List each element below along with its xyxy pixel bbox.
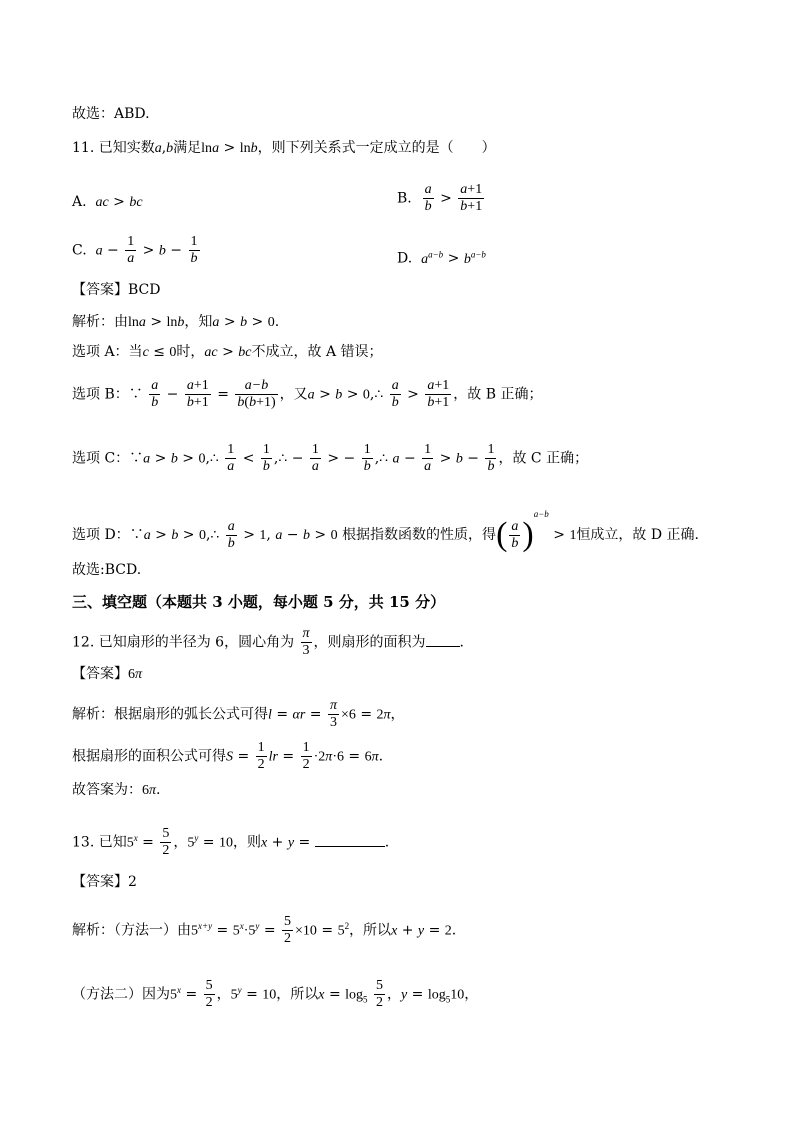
q12-prefix: 12. 已知扇形的半径为 6，圆心角为 (72, 634, 295, 651)
choose-11-text: 故选:BCD. (72, 562, 142, 578)
q13-prefix: 13. 已知 (72, 834, 127, 851)
option-d: D. $a^{a-b} > b^{a-b}$ (397, 249, 486, 267)
option-d-label: D. (397, 250, 413, 267)
analysis-a-suffix: 不成立，故 A 错误； (251, 344, 383, 360)
analysis-13a-prefix: 解析：（方法一）由 (72, 922, 191, 939)
analysis-option-c: 选项 C：∵a > b > 0,∴ $\frac{1}{a}$ < $\frac{1}{b}$ ,∴ − $\frac{1}{a}$ > − $\frac{1}{b}$ ,∴ a − $\frac{1}{a}$ > b − $\frac{1}{b}$ ，故 C 正确； (72, 442, 589, 474)
analysis-13-b: （方法二）因为$5^x$ = $\frac{5}{2}$ ，$5^y = 10$，所以$x = \log_5$ $\frac{5}{2}$ ，$y = \log_510$， (72, 978, 479, 1010)
analysis-b-suffix: ，故 B 正确； (453, 386, 543, 403)
analysis-13a-mid: ，所以 (349, 922, 392, 939)
analysis-a-prefix: 选项 A：当 (72, 344, 143, 360)
answer-11-text: 【答案】BCD (72, 282, 161, 298)
analysis-13b-prefix: （方法二）因为 (72, 986, 170, 1003)
final-12-prefix: 故答案为： (72, 782, 142, 798)
q11-prefix: 11. 已知实数 (72, 140, 155, 156)
analysis-11-mid: ，知 (184, 314, 213, 330)
answer-12: 【答案】6π (72, 666, 143, 682)
previous-answer-line (72, 104, 150, 124)
analysis-12b-prefix: 根据扇形的面积公式可得 (72, 748, 226, 765)
option-a-label: A. (72, 194, 87, 210)
analysis-option-b: 选项 B：∵ $\frac{a}{b}$ − $\frac{a+1}{b+1}$ = $\frac{a-b}{b(b+1)}$ ，又a > b > 0,∴ $\frac{a}{b}$ > $\frac{a+1}{b+1}$ ，故 B 正确； (72, 378, 543, 410)
analysis-b-mid: ，又 (279, 386, 308, 403)
analysis-11-prefix: 解析：由 (72, 314, 128, 330)
analysis-13b-mid: ，所以 (276, 986, 319, 1003)
answer-12-label: 【答案】 (72, 666, 128, 682)
analysis-12-b: 根据扇形的面积公式可得S = $\frac{1}{2}$ lr = $\frac{1}{2}$ ·2π·6 = 6π. (72, 740, 384, 772)
analysis-d-suffix: 恒成立，故 D 正确. (576, 527, 700, 543)
analysis-c-suffix: ，故 C 正确； (498, 450, 589, 467)
answer-blank (315, 832, 385, 847)
analysis-b-prefix: 选项 B： (72, 386, 129, 403)
q11-mid: 满足 (173, 140, 202, 156)
analysis-option-d: 选项 D：∵a > b > 0,∴ $\frac{a}{b}$ > 1, a − b > 0 根据指数函数的性质，得( $\frac{a}{b}$ )$^{a-b}$ > 1恒成立，故 D 正确. (72, 509, 700, 553)
analysis-12a-prefix: 解析：根据扇形的弧长公式可得 (72, 706, 268, 723)
final-12: 故答案为：6π. (72, 782, 161, 798)
analysis-c-prefix: 选项 C： (72, 450, 130, 467)
analysis-12-a: 解析：根据扇形的弧长公式可得l = αr = $\frac{\pi}{3}$ ×6 = 2π， (72, 698, 405, 730)
analysis-d-prefix: 选项 D： (72, 527, 130, 543)
q13-period: . (384, 834, 390, 851)
analysis-a-mid: 时， (176, 344, 205, 360)
answer-11 (72, 280, 160, 300)
q12-period: . (459, 634, 464, 651)
q13-mid: ，则 (233, 834, 261, 851)
choose-11 (72, 560, 141, 580)
q12-suffix: ，则扇形的面积为 (313, 634, 426, 651)
answer-13 (72, 872, 137, 892)
section-3-text: 三、填空题（本题共 3 小题，每小题 5 分，共 15 分） (72, 593, 446, 611)
section-3-heading (72, 592, 445, 612)
analysis-d-mid: 根据指数函数的性质，得 (342, 527, 497, 543)
question-12: 12. 已知扇形的半径为 6，圆心角为 $\frac{\pi}{3}$ ，则扇形的面积为 . (72, 626, 464, 658)
analysis-11: 解析：由lna > lnb，知a > b > 0. (72, 314, 280, 330)
option-b: B. $\frac{a}{b}$ > $\frac{a+1}{b+1}$ (397, 182, 483, 214)
option-a: A. ac > bc (72, 194, 143, 210)
choose-text: 故选：ABD. (72, 106, 150, 122)
answer-blank (426, 632, 460, 647)
question-11: 11. 已知实数a,b满足lna > lnb，则下列关系式一定成立的是（ ） (72, 140, 496, 156)
answer-13-text: 【答案】2 (72, 874, 137, 890)
option-c: C. a − $\frac{1}{a}$ > b − $\frac{1}{b}$ (72, 234, 198, 266)
q11-suffix: ，则下列关系式一定成立的是（ ） (257, 140, 496, 156)
option-b-label: B. (397, 190, 412, 207)
option-c-label: C. (72, 242, 87, 259)
analysis-option-a: 选项 A：当c ≤ 0时，ac > bc不成立，故 A 错误； (72, 344, 383, 360)
question-13: 13. 已知$5^x$ = $\frac{5}{2}$ ，$5^y = 10$，则x + y = . (72, 826, 390, 858)
analysis-13-a: 解析：（方法一）由$5^{x+y} = 5^x\cdot 5^y$ = $\frac{5}{2}$ $\times 10 = 5^2$，所以x + y = 2. (72, 914, 457, 946)
